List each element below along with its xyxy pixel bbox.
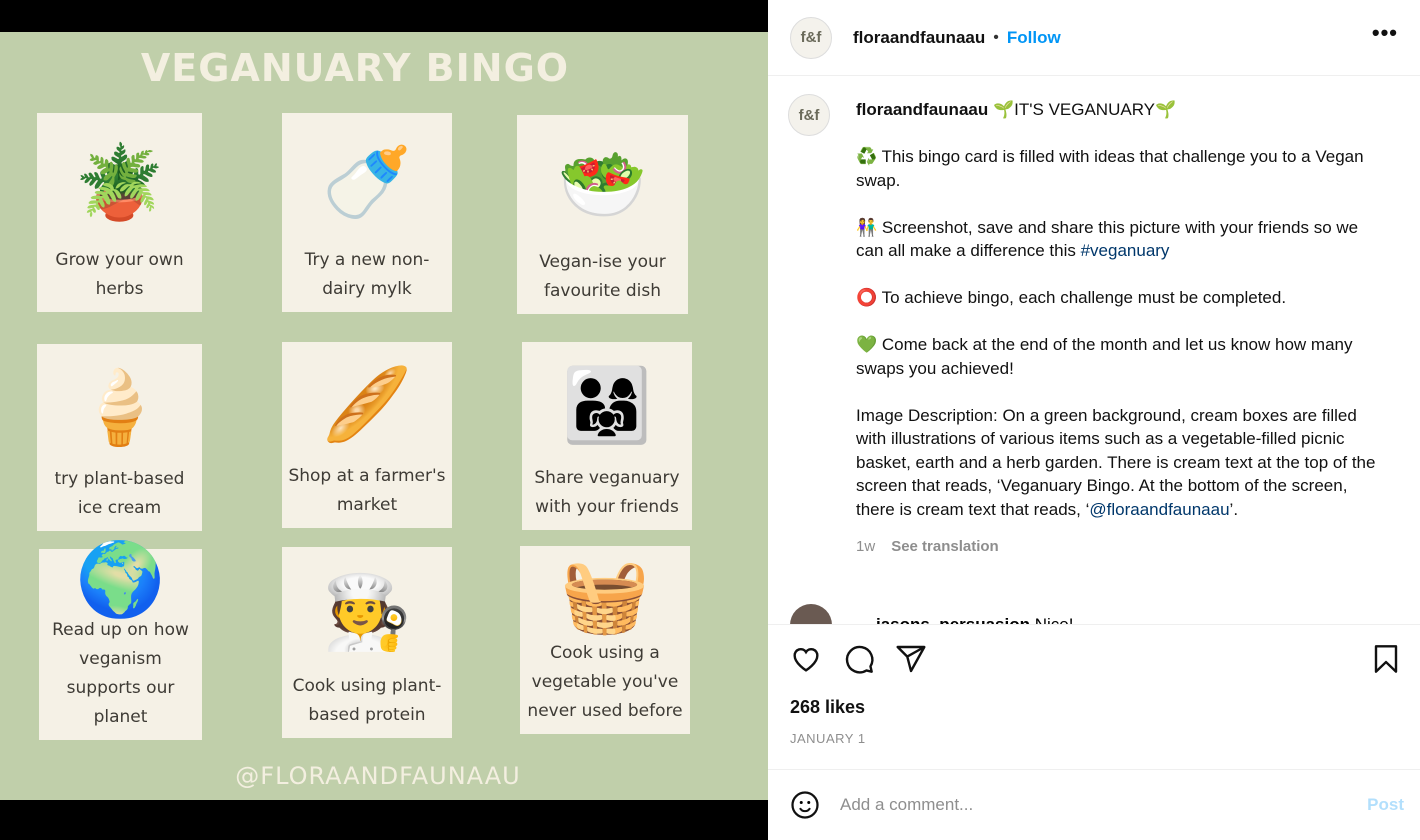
- comments-area[interactable]: [768, 76, 1420, 624]
- share-icon[interactable]: [895, 643, 927, 675]
- bingo-card-label: Read up on how veganism supports our planet: [52, 620, 189, 727]
- caption-p4: 💚 Come back at the end of the month and let us know how many swaps you achieved!: [856, 335, 1353, 378]
- bingo-card: [39, 540, 202, 740]
- avatar[interactable]: f&f: [790, 17, 832, 59]
- post-image: [0, 32, 768, 800]
- bingo-card-label: Try a new non-dairy mylk: [304, 250, 430, 299]
- earth-icon: 🌍: [75, 540, 166, 620]
- bingo-card-label: Shop at a farmer's market: [288, 466, 446, 515]
- herb-planter-icon: 🪴: [74, 142, 165, 223]
- milk-bottle-icon: 🍼: [322, 142, 412, 223]
- post-date[interactable]: JANUARY 1: [790, 731, 866, 746]
- caption-p5-end: ’.: [1229, 499, 1239, 519]
- caption-p1: ♻️ This bingo card is filled with ideas that challenge you to a Vegan swap.: [856, 147, 1364, 190]
- header-username[interactable]: floraandfaunaau: [853, 27, 986, 47]
- image-handle: @FLORAANDFAUNAAU: [235, 762, 521, 790]
- bingo-card-label: Cook using plant-based protein: [292, 676, 442, 725]
- bingo-card: [282, 342, 452, 528]
- likes-count[interactable]: 268 likes: [790, 697, 866, 717]
- bingo-card-label: try plant-based ice cream: [54, 469, 185, 518]
- bingo-card: [517, 115, 688, 314]
- vegetable-basket-icon: 🧺: [560, 555, 650, 636]
- ice-cream-icon: 🍦: [74, 367, 165, 448]
- add-comment-bar: [768, 770, 1420, 840]
- heart-icon[interactable]: [790, 643, 822, 675]
- comment-input[interactable]: [840, 795, 1320, 815]
- caption-headline: 🌱IT'S VEGANUARY🌱: [992, 100, 1177, 119]
- friends-icon: 👨‍👩‍👧: [562, 366, 652, 446]
- caption-p2: 👫 Screenshot, save and share this picture with your friends so we can all make a difference this: [856, 217, 1359, 260]
- bingo-card-label: Vegan-ise your favourite dish: [539, 252, 666, 301]
- bingo-card: [37, 113, 202, 312]
- post-panel: [768, 0, 1420, 840]
- caption-p5: Image Description: On a green background, cream boxes are filled with illustrations of various items such as a vegetable-filled picnic basket, earth and a herb garden. There is cream text at the top of the screen that reads, ‘Veganuary Bingo. At the bottom of the screen, there is cream text that reads, ‘: [856, 405, 1376, 519]
- actions-bar: [768, 624, 1420, 770]
- see-translation-button[interactable]: See translation: [891, 537, 999, 555]
- caption-p3: ⭕ To achieve bingo, each challenge must be completed.: [856, 288, 1287, 307]
- caption-username[interactable]: floraandfaunaau: [856, 100, 989, 119]
- separator: •: [993, 28, 999, 46]
- bingo-card: [282, 547, 452, 738]
- bread-bag-icon: 🥖: [322, 365, 412, 445]
- follow-button[interactable]: Follow: [1006, 27, 1061, 47]
- dish-icon: 🥗: [557, 144, 648, 225]
- hashtag-link[interactable]: #veganuary: [1080, 241, 1170, 260]
- caption-avatar[interactable]: f&f: [788, 94, 830, 136]
- bingo-card-label: Grow your own herbs: [55, 250, 184, 299]
- bookmark-icon[interactable]: [1370, 643, 1402, 675]
- bingo-card: [37, 344, 202, 531]
- comment-icon[interactable]: [843, 643, 875, 675]
- bingo-card: [522, 342, 692, 530]
- bingo-card: [520, 546, 690, 734]
- bingo-card: [282, 113, 452, 312]
- emoji-icon[interactable]: [790, 790, 820, 820]
- chef-icon: 🧑‍🍳: [322, 572, 412, 653]
- bingo-card-label: Share veganuary with your friends: [534, 468, 680, 517]
- post-header: [768, 0, 1420, 76]
- post-age: 1w: [856, 537, 876, 555]
- mention-link[interactable]: @floraandfaunaau: [1089, 499, 1230, 519]
- caption: [856, 98, 1376, 558]
- bingo-title: VEGANUARY BINGO: [140, 46, 570, 90]
- more-options-icon[interactable]: •••: [1371, 20, 1398, 45]
- bingo-card-label: Cook using a vegetable you've never used before: [527, 643, 683, 721]
- post-button[interactable]: Post: [1367, 795, 1404, 814]
